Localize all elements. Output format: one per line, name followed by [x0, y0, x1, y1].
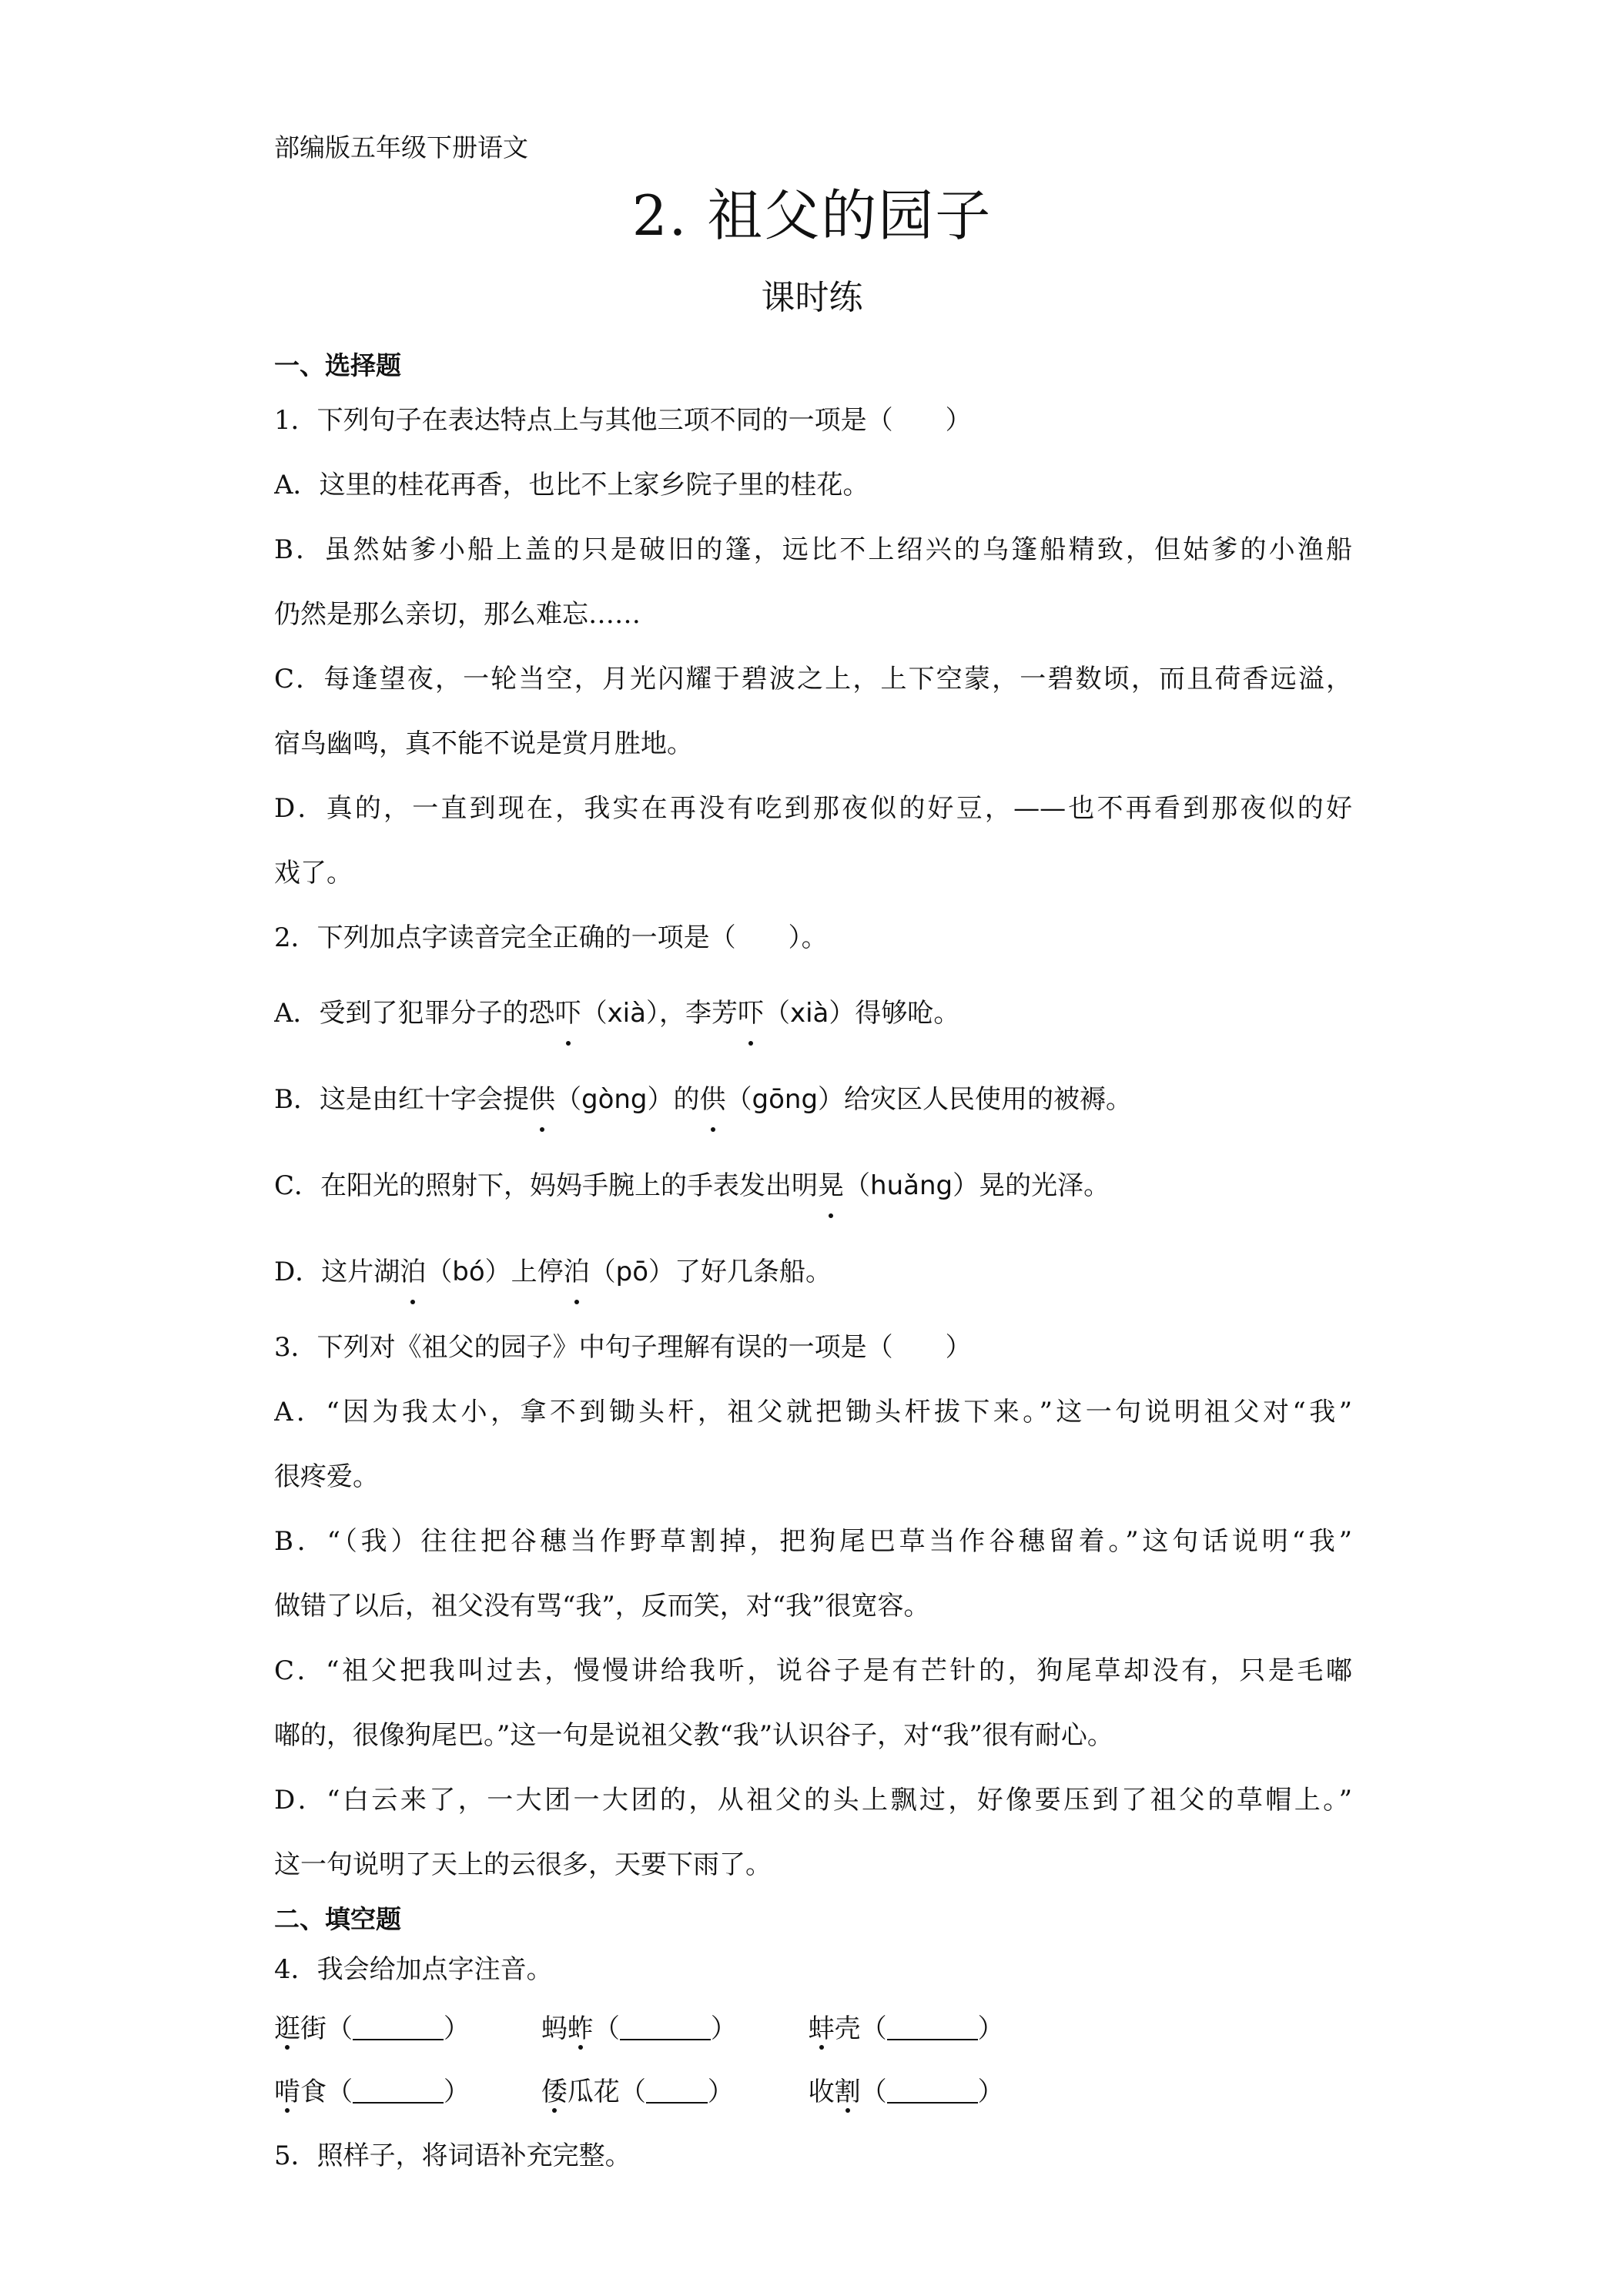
pinyin: pō — [615, 1257, 649, 1287]
pinyin-fill-row — [274, 1997, 1352, 2060]
dotted-char: 蚌 — [809, 1997, 835, 2060]
dotted-char: 倭 — [541, 2060, 568, 2124]
option-c-line1: C．每逢望夜，一轮当空，月光闪耀于碧波之上，上下空蒙，一碧数顷，而且荷香远溢， — [274, 664, 1352, 694]
page-title: 2. 祖父的园子 — [631, 183, 993, 248]
option-text: 得够呛。 — [855, 998, 960, 1029]
question-stem: 5．照样子，将词语补充完整。 — [274, 2140, 631, 2171]
dotted-char: 蚱 — [568, 1997, 594, 2060]
question-4 — [274, 1942, 1352, 2124]
content-flow — [274, 343, 1352, 2188]
question-5 — [274, 2124, 1352, 2188]
question-stem: 4．我会给加点字注音。 — [274, 1954, 553, 1985]
word-pre: 收 — [808, 2077, 835, 2107]
question-3 — [274, 1315, 1352, 1897]
pinyin: gòng — [581, 1084, 648, 1115]
pinyin: gōng — [752, 1084, 819, 1115]
question-2 — [274, 905, 1352, 1315]
word-rest: 壳 — [834, 2013, 861, 2044]
dotted-char: 逛 — [274, 1997, 300, 2060]
dotted-char: 供 — [529, 1056, 555, 1143]
dotted-char: 泊 — [400, 1229, 426, 1315]
option-a-line2: 很疼爱。 — [274, 1461, 379, 1492]
word-rest: 瓜花 — [567, 2077, 620, 2107]
option-c-line1: C．“祖父把我叫过去，慢慢讲给我听，说谷子是有芒针的，狗尾草却没有，只是毛嘟 — [274, 1655, 1352, 1686]
option-text: 上停 — [511, 1257, 564, 1287]
pinyin: xià — [607, 998, 646, 1029]
answer-blank[interactable] — [353, 2079, 444, 2104]
dotted-char: 吓 — [555, 970, 581, 1056]
option-b: B．这是由红十字会提供（gòng）的供（gōng）给灾区人民使用的被褥。 — [274, 1056, 1352, 1143]
fill-item: 逛街（ ） — [274, 1997, 533, 2060]
answer-blank[interactable] — [646, 2079, 708, 2104]
option-d-line2: 戏了。 — [274, 858, 353, 889]
option-text: 给灾区人民使用的被褥。 — [844, 1084, 1133, 1115]
option-a: A．这里的桂花再香，也比不上家乡院子里的桂花。 — [274, 470, 869, 500]
option-c: C．在阳光的照射下，妈妈手腕上的手表发出明晃（huǎng）晃的光泽。 — [274, 1143, 1352, 1229]
option-a-line1: A．“因为我太小，拿不到锄头杆，祖父就把锄头杆拔下来。”这一句说明祖父对“我” — [274, 1397, 1352, 1427]
option-text: 晃的光泽。 — [979, 1170, 1110, 1201]
question-stem: 3．下列对《祖父的园子》中句子理解有误的一项是（ ） — [274, 1332, 972, 1363]
option-d: D．这片湖泊（bó）上停泊（pō）了好几条船。 — [274, 1229, 1352, 1315]
option-d-line1: D．真的，一直到现在，我实在再没有吃到那夜似的好豆，——也不再看到那夜似的好 — [274, 793, 1352, 824]
option-text: D．这片湖 — [274, 1257, 400, 1287]
pinyin-fill-row — [274, 2060, 1352, 2124]
dotted-char: 割 — [835, 2060, 861, 2124]
page-subtitle: 课时练 — [761, 278, 863, 317]
dotted-char: 泊 — [564, 1229, 590, 1315]
pinyin: bó — [452, 1257, 485, 1287]
option-b-line1: B．“（我）往往把谷穗当作野草割掉，把狗尾巴草当作谷穗留着。”这句话说明“我” — [274, 1526, 1352, 1557]
dotted-char: 晃 — [818, 1143, 844, 1229]
fill-item: 啃食（ ） — [274, 2060, 533, 2124]
option-text: 的 — [673, 1084, 700, 1115]
fill-item: 收割（ ） — [809, 2060, 1067, 2124]
option-text: B．这是由红十字会提 — [274, 1084, 529, 1115]
fill-item: 蚌壳（ ） — [809, 1997, 1067, 2060]
option-text: C．在阳光的照射下，妈妈手腕上的手表发出明 — [274, 1170, 819, 1201]
grade-header: 部编版五年级下册语文 — [274, 132, 528, 162]
question-stem: 1．下列句子在表达特点上与其他三项不同的一项是（ ） — [274, 405, 972, 436]
option-text: ，李芳 — [658, 998, 738, 1029]
question-stem: 2．下列加点字读音完全正确的一项是（ ）。 — [274, 922, 828, 953]
option-text: 了好几条船。 — [675, 1257, 832, 1287]
pinyin: xià — [789, 998, 829, 1029]
option-b-line2: 仍然是那么亲切，那么难忘…… — [274, 599, 641, 630]
dotted-char: 吓 — [738, 970, 764, 1056]
option-c-line2: 嘟的，很像狗尾巴。”这一句是说祖父教“我”认识谷子，对“我”很有耐心。 — [274, 1720, 1113, 1751]
option-text: A．受到了犯罪分子的恐 — [274, 998, 555, 1029]
option-b-line2: 做错了以后，祖父没有骂“我”，反而笑，对“我”很宽容。 — [274, 1591, 930, 1622]
option-d-line1: D．“白云来了，一大团一大团的，从祖父的头上飘过，好像要压到了祖父的草帽上。” — [274, 1785, 1352, 1816]
section-heading-choice: 一、选择题 — [274, 350, 401, 380]
section-heading-fill: 二、填空题 — [274, 1904, 401, 1934]
word-rest: 街 — [300, 2013, 326, 2044]
option-c-line2: 宿鸟幽鸣，真不能不说是赏月胜地。 — [274, 728, 693, 759]
answer-blank[interactable] — [353, 2016, 444, 2040]
option-b-line1: B．虽然姑爹小船上盖的只是破旧的篷，远比不上绍兴的乌篷船精致，但姑爹的小渔船 — [274, 534, 1352, 565]
pinyin: huǎng — [870, 1170, 953, 1201]
fill-item: 蚂蚱（ ） — [541, 1997, 800, 2060]
word-rest: 食 — [300, 2077, 326, 2107]
answer-blank[interactable] — [620, 2016, 711, 2040]
dotted-char: 供 — [700, 1056, 726, 1143]
answer-blank[interactable] — [887, 2016, 978, 2040]
question-1 — [274, 388, 1352, 905]
fill-item: 倭瓜花（ ） — [541, 2060, 800, 2124]
answer-blank[interactable] — [887, 2079, 978, 2104]
word-pre: 蚂 — [541, 2013, 568, 2044]
dotted-char: 啃 — [274, 2060, 300, 2124]
option-a: A．受到了犯罪分子的恐吓（xià），李芳吓（xià）得够呛。 — [274, 970, 1352, 1056]
option-d-line2: 这一句说明了天上的云很多，天要下雨了。 — [274, 1849, 772, 1880]
